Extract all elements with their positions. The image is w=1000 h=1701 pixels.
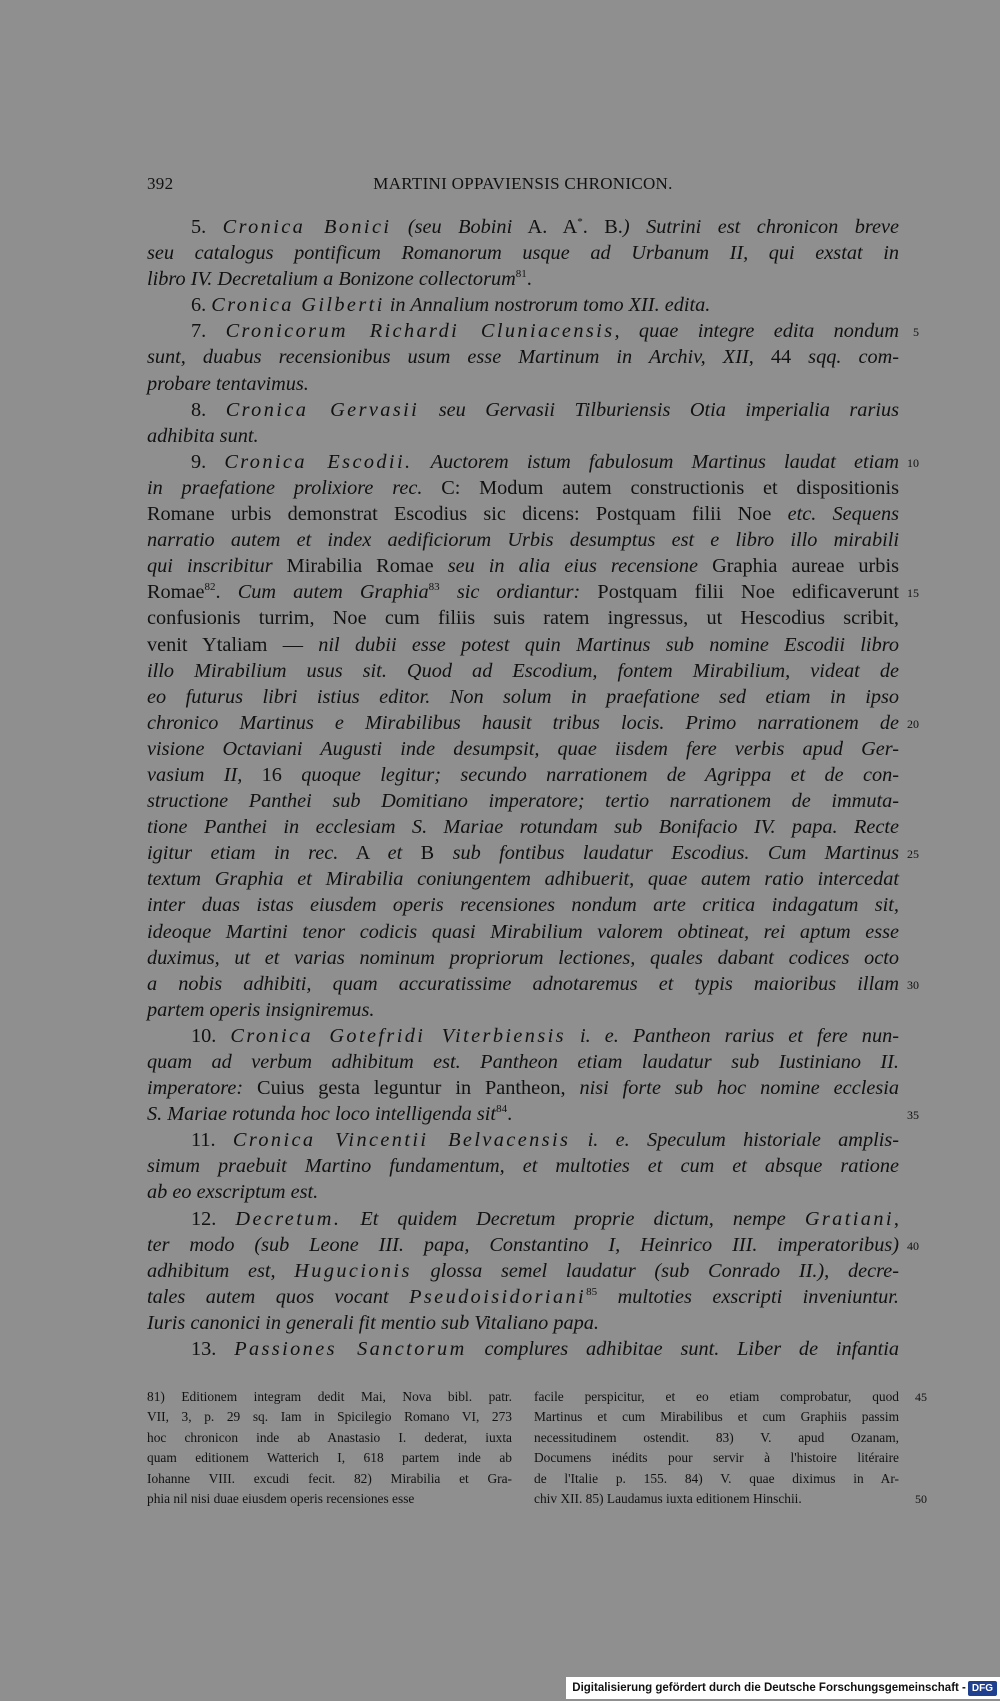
- footnotes-right-column: [534, 1387, 927, 1509]
- line-number: 35: [907, 1108, 919, 1123]
- text-line: partem operis insigniremus.: [147, 998, 375, 1021]
- text-line: Romae$^{82}$. Cum autem Graphia$^{83}$ sic ordiantur: Postquam filii Noe edificaverunt 15: [147, 579, 899, 605]
- text-line: 6. Cronica Gilberti in Annalium nostrorum tomo XII. edita.: [191, 294, 711, 317]
- text-line: visione Octaviani Augusti inde desumpsit, quae iisdem fere verbis apud Ger-: [147, 737, 899, 760]
- line-number: 40: [907, 1238, 919, 1253]
- text-line: 13. Passiones Sanctorum complures adhibitae sunt. Liber de infantia: [191, 1338, 899, 1361]
- text-line: tales autem quos vocant Pseudoisidoriani$^{85}$ multoties exscripti inveniuntur.: [147, 1285, 899, 1308]
- text-line: 7. Cronicorum Richardi Cluniacensis, quae integre edita nondum 5: [147, 318, 899, 344]
- line-number: 50: [915, 1492, 927, 1507]
- text-line: quam ad verbum adhibitum est. Pantheon etiam laudatur sub Iustiniano II.: [147, 1051, 899, 1073]
- line-number: 25: [907, 847, 919, 862]
- dfg-logo: DFG: [968, 1681, 997, 1696]
- footnote-line: hoc chronicon inde ab Anastasio I. dederat, iuxta: [147, 1429, 512, 1445]
- footnote-line: quam editionem Watterich I, 618 partem inde ab: [147, 1450, 512, 1466]
- text-line: 12. Decretum. Et quidem Decretum proprie dictum, nempe Gratiani,: [191, 1207, 899, 1230]
- page-number: 392: [147, 174, 174, 193]
- line-number: 30: [907, 977, 919, 992]
- line-number: 15: [907, 586, 919, 601]
- text-line: duximus, ut et varias nominum propriorum lectiones, quales dabant codices octo: [147, 946, 899, 969]
- text-line: seu catalogus pontificum Romanorum usque ad Urbanum II, qui exstat in: [147, 242, 899, 265]
- footnote-line: necessitudinem ostendit. 83) V. apud Ozanam,: [534, 1429, 899, 1445]
- text-line: 11. Cronica Vincentii Belvacensis i. e. Speculum historiale amplis-: [191, 1129, 900, 1152]
- text-line: Romane urbis demonstrat Escodius sic dicens: Postquam filii Noe etc. Sequens: [147, 503, 899, 526]
- text-line: 8. Cronica Gervasii seu Gervasii Tilburiensis Otia imperialia rarius: [191, 398, 900, 421]
- text-line: illo Mirabilium usus sit. Quod ad Escodium, fontem Mirabilium, videat de: [147, 659, 899, 682]
- footnote-line: Iohanne VIII. excudi fecit. 82) Mirabilia et Gra-: [147, 1470, 512, 1486]
- text-line: 9. Cronica Escodii. Auctorem istum fabulosum Martinus laudat etiam 10: [147, 449, 899, 475]
- text-line: structione Panthei sub Domitiano imperatore; tertio narrationem de immuta-: [147, 790, 899, 813]
- text-line: qui inscribitur Mirabilia Romae seu in alia eius recensione Graphia aureae urbis: [147, 555, 899, 578]
- text-line: ter modo (sub Leone III. papa, Constantino I, Heinrico III. imperatoribus) 40: [147, 1232, 899, 1258]
- footnote-line: facile perspicitur, et eo etiam comprobatur, quod 45: [534, 1387, 899, 1407]
- line-number: 5: [913, 325, 919, 340]
- footnote-line: 81) Editionem integram dedit Mai, Nova bibl. patr.: [147, 1389, 512, 1404]
- footnotes-left-column: [147, 1387, 512, 1509]
- text-line: 5. Cronica Bonici (seu Bobini A. A*. B.) Sutrini est chronicon breve: [191, 216, 899, 238]
- footnote-line: chiv XII. 85) Laudamus iuxta editionem Hinschii. 50: [534, 1489, 899, 1509]
- footnote-line: Documens inédits pour servir à l'histoire litéraire: [534, 1450, 899, 1466]
- text-line: adhibita sunt.: [147, 424, 259, 447]
- text-line: a nobis adhibiti, quam accuratissime adnotaremus et typis maioribus illam 30: [147, 971, 899, 997]
- text-line: probare tentavimus.: [147, 372, 309, 395]
- text-line: simum praebuit Martino fundamentum, et multoties et cum et absque ratione: [147, 1155, 899, 1178]
- text-line: vasium II, 16 quoque legitur; secundo narrationem de Agrippa et de con-: [147, 763, 900, 786]
- text-line: confusionis turrim, Noe cum filiis suis ratem ingressus, ut Hescodius scribit,: [147, 607, 899, 630]
- text-line: libro IV. Decretalium a Bonizone collectorum$^{81}$.: [147, 268, 532, 291]
- text-line: ideoque Martini tenor codicis quasi Mirabilium valorem obtineat, rei aptum esse: [147, 920, 899, 943]
- text-line: chronico Martinus e Mirabilibus hausit tribus locis. Primo narrationem de 20: [147, 710, 899, 736]
- footnote-line: Martinus et cum Mirabilibus et cum Graphiis passim: [534, 1409, 899, 1425]
- text-line: imperatore: Cuius gesta leguntur in Pantheon, nisi forte sub hoc nomine ecclesia: [147, 1077, 899, 1100]
- text-line: S. Mariae rotunda hoc loco intelligenda sit$^{84}$. 35: [147, 1101, 899, 1127]
- text-line: 10. Cronica Gotefridi Viterbiensis i. e. Pantheon rarius et fere nun-: [191, 1024, 899, 1047]
- text-line: narratio autem et index aedificiorum Urbis desumptus est e libro illo mirabili: [147, 529, 899, 552]
- text-line: in praefatione prolixiore rec. C: Modum autem constructionis et dispositionis: [147, 476, 899, 499]
- line-number: 45: [915, 1390, 927, 1404]
- text-line: tione Panthei in ecclesiam S. Mariae rotundam sub Bonifacio IV. papa. Recte: [147, 816, 899, 839]
- text-line: adhibitum est, Hugucionis glossa semel laudatur (sub Conrado II.), decre-: [147, 1259, 899, 1282]
- text-line: inter duas istas eiusdem operis recensiones nondum arte critica indagatum sit,: [147, 894, 899, 917]
- footnote-line: phia nil nisi duae eiusdem operis recensiones esse: [147, 1491, 415, 1507]
- running-title: MARTINI OPPAVIENSIS CHRONICON.: [373, 174, 673, 193]
- text-line: Iuris canonici in generali fit mentio sub Vitaliano papa.: [147, 1311, 599, 1334]
- credit-text: Digitalisierung gefördert durch die Deutsche Forschungsgemeinschaft -: [572, 1682, 966, 1694]
- line-number: 10: [907, 455, 919, 470]
- digitization-credit: [566, 1677, 1000, 1699]
- text-line: igitur etiam in rec. A et B sub fontibus laudatur Escodius. Cum Martinus 25: [147, 840, 899, 866]
- text-line: textum Graphia et Mirabilia coniungentem adhibuerit, quae autem ratio intercedat: [147, 868, 899, 891]
- main-text: [147, 214, 919, 1362]
- footnote-line: VII, 3, p. 29 sq. Iam in Spicilegio Romano VI, 273: [147, 1409, 512, 1425]
- text-line: venit Ytaliam — nil dubii esse potest quin Martinus sub nomine Escodii libro: [147, 633, 899, 656]
- text-line: eo futurus libri istius editor. Non solum in praefatione sed etiam in ipso: [147, 685, 899, 708]
- footnote-line: de l'Italie p. 155. 84) V. quae diximus in Ar-: [534, 1470, 899, 1486]
- line-number: 20: [907, 716, 919, 731]
- text-line: ab eo exscriptum est.: [147, 1181, 319, 1204]
- text-line: sunt, duabus recensionibus usum esse Martinum in Archiv, XII, 44 sqq. com-: [147, 346, 900, 369]
